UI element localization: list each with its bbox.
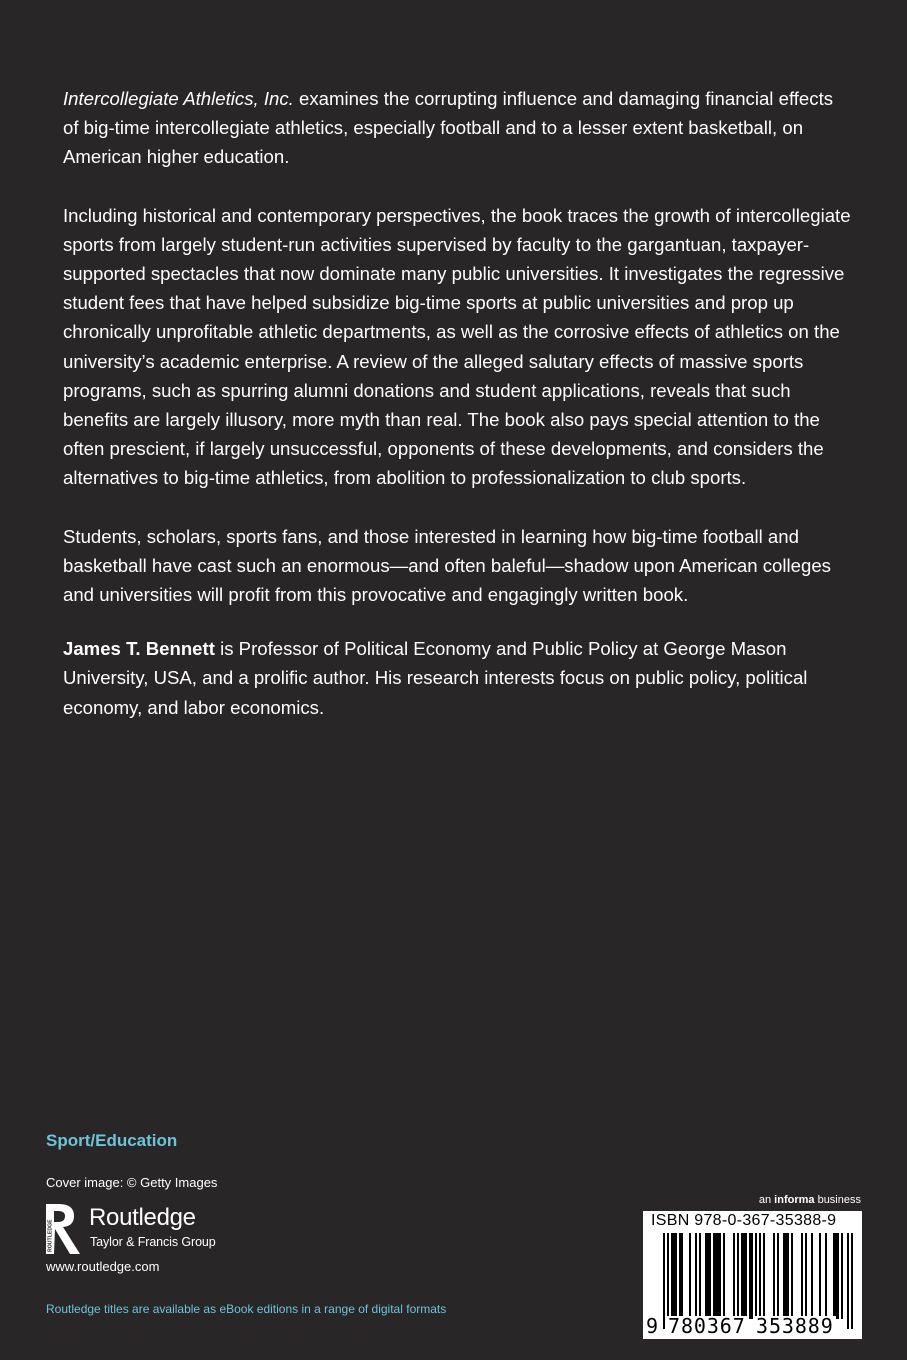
barcode-bar: [805, 1233, 807, 1319]
barcode-bar: [743, 1233, 745, 1319]
barcode-bar: [675, 1233, 677, 1319]
barcode-bar: [671, 1233, 673, 1319]
barcode-bar: [783, 1233, 785, 1319]
barcode-bar: [695, 1233, 697, 1319]
publisher-group: Taylor & Francis Group: [90, 1235, 216, 1249]
barcode-bar: [847, 1233, 849, 1329]
barcode-bar: [773, 1233, 775, 1319]
blurb-paragraph-2: Including historical and contemporary perspectives, the book traces the growth of intercollegiate sports from largely student-run activities supervised by faculty to the gargantuan, taxpayer-supported spectacles that now dominate many public universities. It investigates the regressive student fees that have helped subsidize big-time sports at public universities and prop up chronically unprofitable athletic departments, as well as the corrosive effects of athletics on the university’s academic enterprise. A review of the alleged salutary effects of massive sports programs, such as spurring alumni donations and student applications, reveals that such benefits are largely illusory, more myth than real. The book also pays special attention to the often prescient, if largely unsuccessful, opponents of these developments, and considers the alternatives to big-time athletics, from abolition to professionalization to club sports.: [63, 204, 851, 489]
barcode-bar: [825, 1233, 827, 1319]
barcode-bar: [719, 1233, 721, 1319]
cover-image-credit: Cover image: © Getty Images: [46, 1175, 218, 1190]
barcode-bar: [679, 1233, 681, 1319]
barcode-bar: [689, 1233, 691, 1319]
barcode-bar: [811, 1233, 813, 1319]
isbn-label: ISBN 978-0-367-35388-9: [651, 1212, 837, 1229]
informa-suffix: business: [814, 1194, 861, 1206]
barcode-bar: [749, 1233, 751, 1319]
barcode-bar: [791, 1233, 793, 1319]
barcode-bar: [841, 1233, 843, 1319]
barcode-bar: [715, 1233, 717, 1319]
barcode-bar: [785, 1233, 787, 1319]
barcode-bar: [833, 1233, 835, 1319]
publisher-name: Routledge: [89, 1204, 196, 1231]
barcode-first-digit: 9: [646, 1314, 659, 1338]
barcode-bar: [751, 1233, 753, 1319]
barcode-bar: [787, 1233, 789, 1319]
routledge-spine-text: ROUTLEDGE: [47, 1219, 54, 1252]
back-cover-blurb: [63, 84, 853, 751]
barcode-bar: [663, 1233, 665, 1329]
barcode-bar: [737, 1233, 739, 1319]
barcode-bar: [837, 1233, 839, 1319]
blurb-paragraph-1-text: examines the corrupting influence and damaging financial effects of big-time intercollegiate athletics, especially football and to a lesser extent basketball, on American higher education.: [63, 88, 834, 168]
ebook-note: Routledge titles are available as eBook editions in a range of digital formats: [46, 1302, 447, 1316]
informa-brand: informa: [774, 1194, 815, 1206]
barcode-bar: [801, 1233, 803, 1319]
barcode-bar: [681, 1233, 683, 1319]
barcode-bar: [723, 1233, 725, 1319]
barcode-bar: [741, 1233, 743, 1319]
barcode-bar: [835, 1233, 837, 1319]
barcode-bar: [733, 1233, 735, 1319]
isbn-barcode: [643, 1211, 862, 1339]
barcode-bar: [777, 1233, 779, 1319]
barcode-bar: [713, 1233, 715, 1319]
author-name: James T. Bennett: [63, 638, 215, 660]
informa-business-label: [759, 1194, 861, 1206]
barcode-bar: [673, 1233, 675, 1319]
blurb-paragraph-3: Students, scholars, sports fans, and those interested in learning how big-time football and basketball have cast such an enormous—and often baleful—shadow upon American colleges and universities will profit from this provocative and engagingly written book.: [63, 525, 831, 606]
barcode-right-digits: 353889: [756, 1314, 834, 1338]
barcode-bar: [699, 1233, 701, 1319]
publisher-url[interactable]: www.routledge.com: [46, 1259, 160, 1274]
routledge-logo: [44, 1202, 244, 1258]
barcode-bar: [819, 1233, 821, 1319]
barcode-bar: [763, 1233, 765, 1319]
barcode-bar: [851, 1233, 853, 1329]
informa-prefix: an: [758, 1194, 775, 1206]
routledge-r-icon: [44, 1202, 84, 1256]
barcode-bar: [745, 1233, 747, 1319]
book-title-italic: Intercollegiate Athletics, Inc.: [63, 88, 294, 109]
author-bio: [63, 634, 853, 722]
author-bio-text: is Professor of Political Economy and Public Policy at George Mason University, USA, and a prolific author. His research interests focus on public policy, political economy, and labor economics.: [63, 638, 808, 718]
barcode-bar: [707, 1233, 709, 1319]
barcode-left-digits: 780367: [668, 1314, 746, 1338]
barcode-bar: [709, 1233, 711, 1319]
barcode-bar: [705, 1233, 707, 1319]
blurb-paragraph-1: [63, 84, 853, 172]
subject-category: Sport/Education: [46, 1131, 178, 1150]
barcode-bar: [717, 1233, 719, 1319]
